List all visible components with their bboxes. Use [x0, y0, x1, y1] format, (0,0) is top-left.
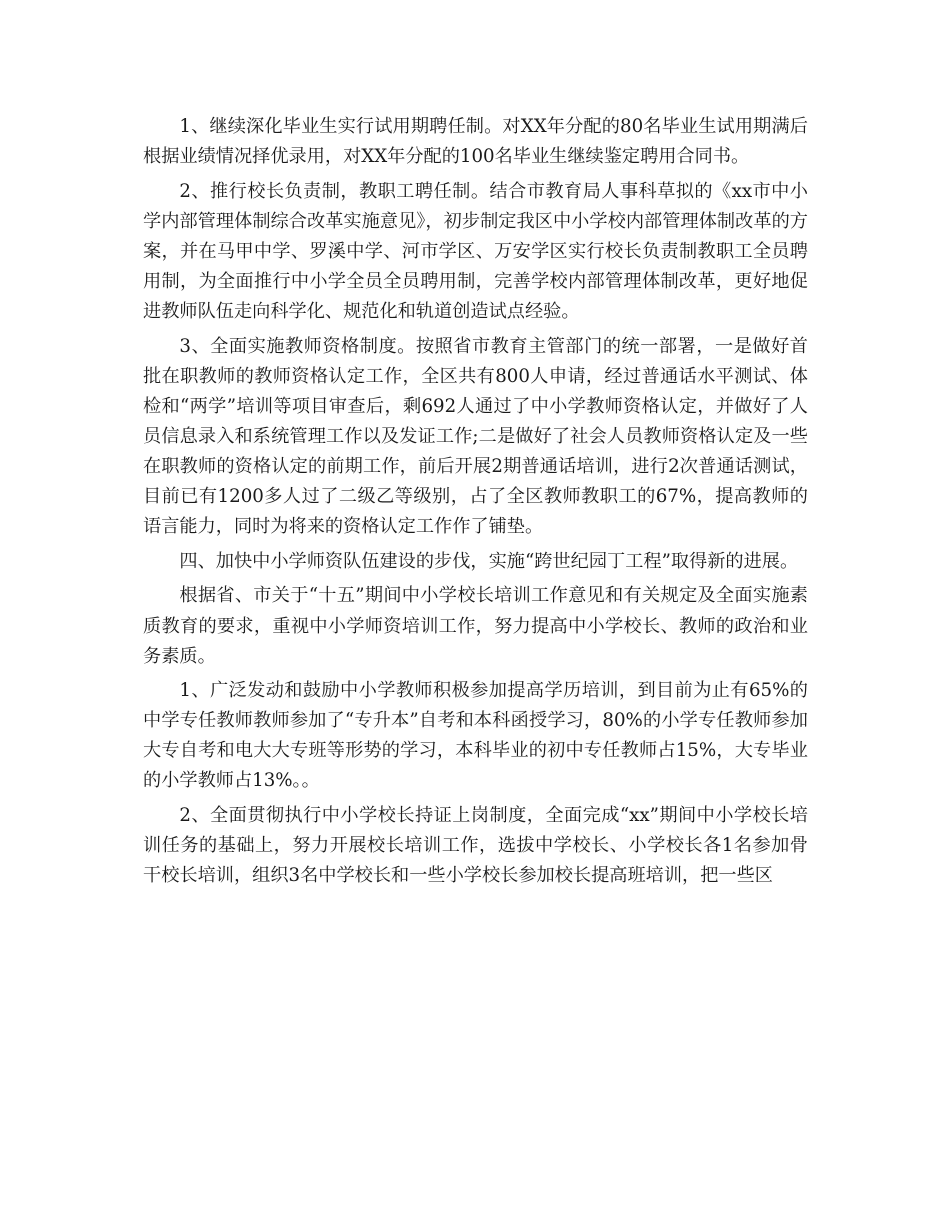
paragraph-training-basis: 根据省、市关于“十五”期间中小学校长培训工作意见和有关规定及全面实施素质教育的要求，重视中小学师资培训工作，努力提高中小学校长、教师的政治和业务素质。 [143, 585, 808, 667]
paragraph-teacher-qualification: 3、全面实施教师资格制度。按照省市教育主管部门的统一部署，一是做好首批在职教师的教师资格认定工作，全区共有800人申请，经过普通话水平测试、体检和“两学”培训等项目审查后，剩692人通过了中小学教师资格认定，并做好了人员信息录入和系统管理工作以及发证工作;二是做好了社会人员教师资格认定及一些在职教师的资格认定的前期工作，前后开展2期普通话培训，进行2次普通话测试，目前已有1200多人过了二级乙等级别，占了全区教师教职工的67%，提高教师的语言能力，同时为将来的资格认定工作作了铺垫。 [143, 335, 808, 538]
paragraph-principal-certification: 2、全面贯彻执行中小学校长持证上岗制度，全面完成“xx”期间中小学校长培训任务的基础上，努力开展校长培训工作，选拔中学校长、小学校长各1名参加骨干校长培训，组织3名中学校长和一些小学校长参加校长提高班培训，把一些区 [143, 805, 808, 887]
paragraph-degree-training: 1、广泛发动和鼓励中小学教师积极参加提高学历培训，到目前为止有65%的中学专任教师教师参加了“专升本”自考和本科函授学习，80%的小学专任教师参加大专自考和电大大专班等形势的学习，本科毕业的初中专任教师占15%，大专毕业的小学教师占13%。。 [143, 680, 808, 792]
document-body [143, 112, 808, 896]
paragraph-principal-responsibility: 2、推行校长负责制，教职工聘任制。结合市教育局人事科草拟的《xx市中小学内部管理体制综合改革实施意见》，初步制定我区中小学校内部管理体制改革的方案，并在马甲中学、罗溪中学、河市学区、万安学区实行校长负责制教职工全员聘用制，为全面推行中小学全员全员聘用制，完善学校内部管理体制改革，更好地促进教师队伍走向科学化、规范化和轨道创造试点经验。 [143, 180, 808, 323]
paragraph-probation-system: 1、继续深化毕业生实行试用期聘任制。对XX年分配的80名毕业生试用期满后根据业绩情况择优录用，对XX年分配的100名毕业生继续鉴定聘用合同书。 [143, 116, 808, 168]
paragraph-section-four-heading: 四、加快中小学师资队伍建设的步伐，实施“跨世纪园丁工程”取得新的进展。 [179, 550, 799, 572]
